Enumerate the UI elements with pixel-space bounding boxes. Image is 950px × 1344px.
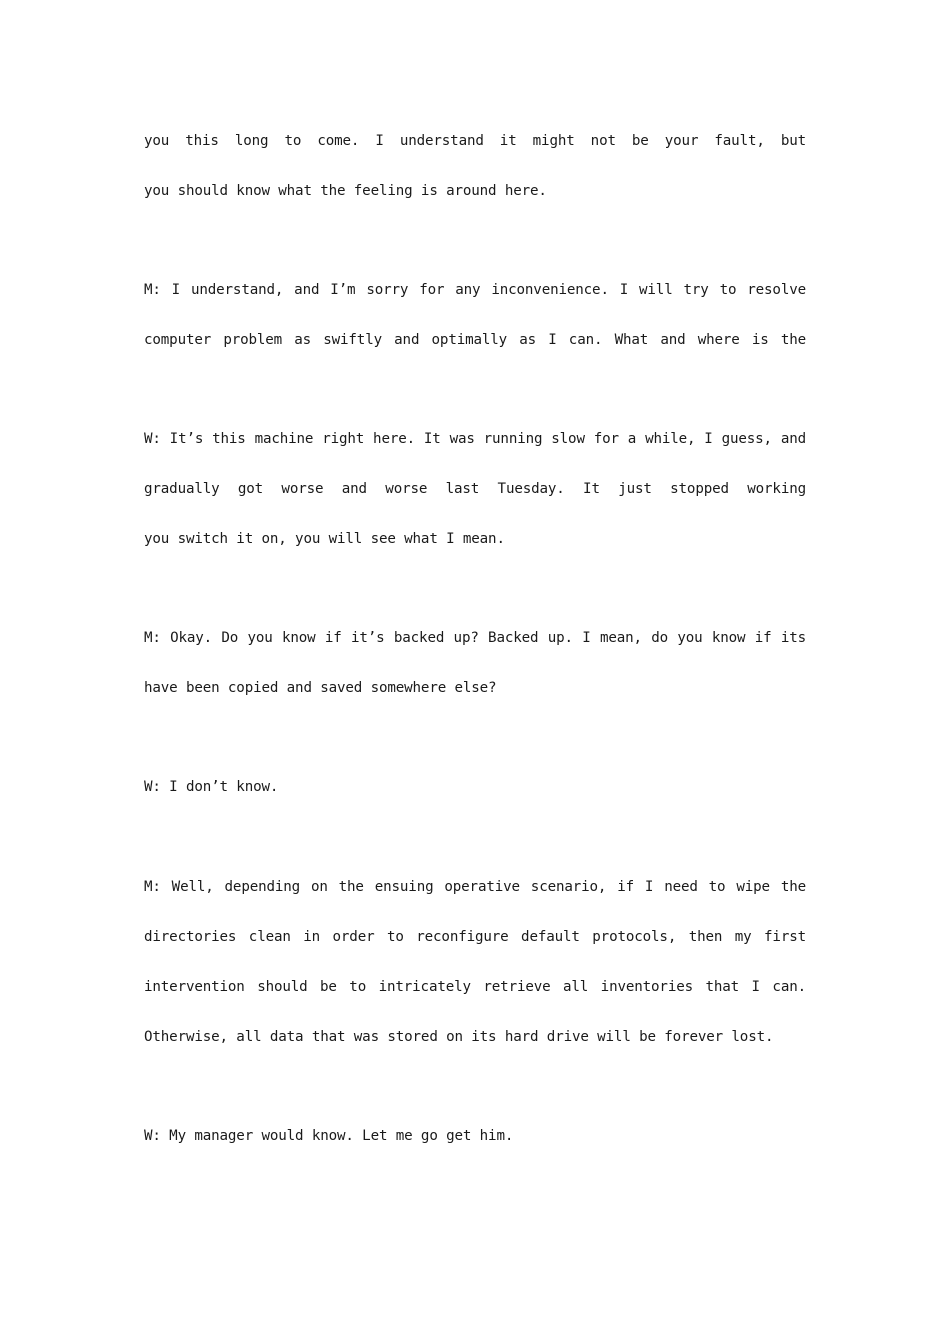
paragraph-line: have been copied and saved somewhere else? [144, 680, 497, 696]
paragraph-3 [144, 414, 806, 564]
paragraph-line: intervention should be to intricately retrieve all inventories that I can. [144, 979, 806, 995]
paragraph-line: Otherwise, all data that was stored on its hard drive will be forever lost. [144, 1029, 774, 1045]
paragraph-5 [144, 762, 806, 812]
paragraph-line: computer problem as swiftly and optimally as I can. What and where is the [144, 332, 806, 348]
paragraph-7 [144, 1111, 806, 1161]
paragraph-4 [144, 613, 806, 713]
paragraph-1 [144, 116, 806, 216]
paragraph-line: M: Well, depending on the ensuing operative scenario, if I need to wipe the [144, 879, 806, 895]
paragraph-line: gradually got worse and worse last Tuesday. It just stopped working [144, 481, 806, 497]
paragraph-line: M: I understand, and I’m sorry for any inconvenience. I will try to resolve [144, 282, 806, 298]
paragraph-line: W: My manager would know. Let me go get him. [144, 1128, 514, 1144]
paragraph-line: W: It’s this machine right here. It was running slow for a while, I guess, and [144, 431, 806, 447]
paragraph-line: W: I don’t know. [144, 779, 279, 795]
paragraph-line: M: Okay. Do you know if it’s backed up? Backed up. I mean, do you know if its [144, 630, 806, 646]
paragraph-2 [144, 265, 806, 365]
paragraph-line: directories clean in order to reconfigure default protocols, then my first [144, 929, 806, 945]
paragraph-6 [144, 862, 806, 1062]
paragraph-line: you this long to come. I understand it might not be your fault, but [144, 133, 806, 149]
paragraph-line: you switch it on, you will see what I mean. [144, 531, 505, 547]
paragraph-line: you should know what the feeling is around here. [144, 183, 547, 199]
